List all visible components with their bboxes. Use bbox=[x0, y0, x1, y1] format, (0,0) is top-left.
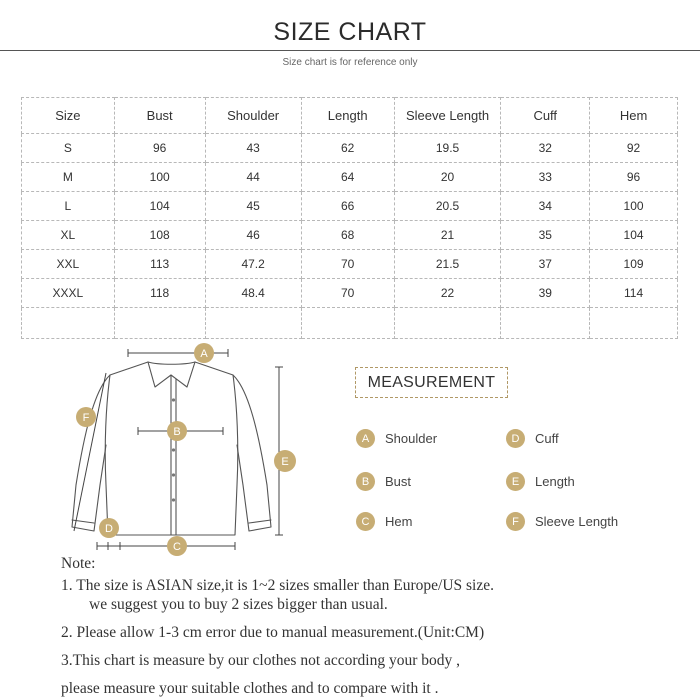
note-line-1b: we suggest you to buy 2 sizes bigger than usual. bbox=[89, 596, 388, 613]
table-row bbox=[22, 163, 678, 192]
table-row bbox=[22, 279, 678, 308]
table-cell: 37 bbox=[501, 250, 590, 279]
table-cell: 68 bbox=[301, 221, 394, 250]
table-cell: 19.5 bbox=[394, 134, 501, 163]
table-cell: 48.4 bbox=[205, 279, 301, 308]
note-heading: Note: bbox=[61, 555, 96, 572]
shirt-diagram bbox=[60, 335, 310, 560]
table-cell: 104 bbox=[590, 221, 678, 250]
table-cell: 104 bbox=[114, 192, 205, 221]
svg-text:D: D bbox=[105, 523, 113, 535]
size-cell: L bbox=[22, 192, 115, 221]
legend-item-length bbox=[506, 472, 575, 491]
table-cell bbox=[501, 308, 590, 339]
legend-label: Sleeve Length bbox=[535, 514, 619, 529]
table-cell: 109 bbox=[590, 250, 678, 279]
marker-d-icon bbox=[99, 518, 119, 538]
table-cell: 45 bbox=[205, 192, 301, 221]
table-cell: 35 bbox=[501, 221, 590, 250]
column-header: Hem bbox=[590, 98, 678, 134]
table-cell: 20 bbox=[394, 163, 501, 192]
table-cell: 22 bbox=[394, 279, 501, 308]
table-cell: 33 bbox=[501, 163, 590, 192]
marker-d-icon: D bbox=[506, 429, 525, 448]
note-line-2: 2. Please allow 1-3 cm error due to manual measurement.(Unit:CM) bbox=[61, 624, 485, 641]
size-cell: XXXL bbox=[22, 279, 115, 308]
legend-item-hem bbox=[356, 512, 412, 531]
table-cell: 47.2 bbox=[205, 250, 301, 279]
table-cell: 20.5 bbox=[394, 192, 501, 221]
legend-item-bust bbox=[356, 472, 411, 491]
table-cell: 34 bbox=[501, 192, 590, 221]
table-cell: 21 bbox=[394, 221, 501, 250]
table-cell: 118 bbox=[114, 279, 205, 308]
table-cell: 100 bbox=[114, 163, 205, 192]
table-row-empty bbox=[22, 308, 678, 339]
table-header-row bbox=[22, 98, 678, 134]
marker-e-icon bbox=[274, 450, 296, 472]
legend-label: Shoulder bbox=[385, 431, 438, 446]
table-cell bbox=[22, 308, 115, 339]
svg-text:A: A bbox=[200, 348, 208, 360]
page-subtitle: Size chart is for reference only bbox=[282, 57, 418, 68]
table-cell: 46 bbox=[205, 221, 301, 250]
table-cell: 39 bbox=[501, 279, 590, 308]
table-cell: 108 bbox=[114, 221, 205, 250]
size-cell: XL bbox=[22, 221, 115, 250]
table-cell: 44 bbox=[205, 163, 301, 192]
column-header: Size bbox=[22, 98, 115, 134]
note-line-3: 3.This chart is measure by our clothes not according your body , bbox=[61, 652, 461, 669]
table-cell bbox=[114, 308, 205, 339]
marker-b-icon: B bbox=[356, 472, 375, 491]
column-header: Length bbox=[301, 98, 394, 134]
legend-label: Bust bbox=[385, 474, 412, 489]
legend-item-sleeve-length bbox=[506, 512, 618, 531]
size-cell: XXL bbox=[22, 250, 115, 279]
column-header: Shoulder bbox=[205, 98, 301, 134]
page-title: SIZE CHART bbox=[273, 18, 427, 46]
table-cell bbox=[590, 308, 678, 339]
measurement-heading: MEASUREMENT bbox=[355, 367, 508, 398]
table-cell bbox=[394, 308, 501, 339]
marker-c-icon: C bbox=[356, 512, 375, 531]
svg-text:C: C bbox=[173, 541, 181, 553]
table-row bbox=[22, 134, 678, 163]
marker-f-icon bbox=[76, 407, 96, 427]
table-cell: 21.5 bbox=[394, 250, 501, 279]
table-cell: 70 bbox=[301, 250, 394, 279]
note-line-1: 1. The size is ASIAN size,it is 1~2 sizes smaller than Europe/US size. bbox=[61, 577, 494, 594]
marker-a-icon bbox=[194, 343, 214, 363]
marker-a-icon: A bbox=[356, 429, 375, 448]
svg-text:E: E bbox=[281, 456, 289, 468]
table-cell bbox=[205, 308, 301, 339]
table-cell: 64 bbox=[301, 163, 394, 192]
svg-text:B: B bbox=[173, 426, 181, 438]
svg-text:F: F bbox=[82, 412, 90, 424]
note-line-4: please measure your suitable clothes and to compare with it . bbox=[61, 680, 439, 697]
size-cell: M bbox=[22, 163, 115, 192]
marker-e-icon: E bbox=[506, 472, 525, 491]
marker-b-icon bbox=[167, 421, 187, 441]
table-cell: 66 bbox=[301, 192, 394, 221]
legend-label: Length bbox=[535, 474, 575, 489]
marker-c-icon bbox=[167, 536, 187, 556]
column-header: Sleeve Length bbox=[394, 98, 501, 134]
table-cell: 62 bbox=[301, 134, 394, 163]
marker-f-icon: F bbox=[506, 512, 525, 531]
column-header: Cuff bbox=[501, 98, 590, 134]
table-cell: 92 bbox=[590, 134, 678, 163]
shirt-buttons bbox=[172, 398, 175, 501]
table-cell: 100 bbox=[590, 192, 678, 221]
table-cell: 96 bbox=[114, 134, 205, 163]
column-header: Bust bbox=[114, 98, 205, 134]
size-cell: S bbox=[22, 134, 115, 163]
table-cell: 113 bbox=[114, 250, 205, 279]
table-cell: 32 bbox=[501, 134, 590, 163]
table-cell: 114 bbox=[590, 279, 678, 308]
table-row bbox=[22, 221, 678, 250]
legend-label: Cuff bbox=[535, 431, 559, 446]
table-cell: 96 bbox=[590, 163, 678, 192]
title-divider bbox=[0, 50, 700, 51]
diagram-markers bbox=[76, 343, 296, 556]
table-row bbox=[22, 192, 678, 221]
table-cell bbox=[301, 308, 394, 339]
legend-item-cuff bbox=[506, 429, 559, 448]
table-cell: 70 bbox=[301, 279, 394, 308]
table-row bbox=[22, 250, 678, 279]
legend-item-shoulder bbox=[356, 429, 437, 448]
size-table bbox=[21, 97, 678, 339]
table-cell: 43 bbox=[205, 134, 301, 163]
legend-label: Hem bbox=[385, 514, 413, 529]
